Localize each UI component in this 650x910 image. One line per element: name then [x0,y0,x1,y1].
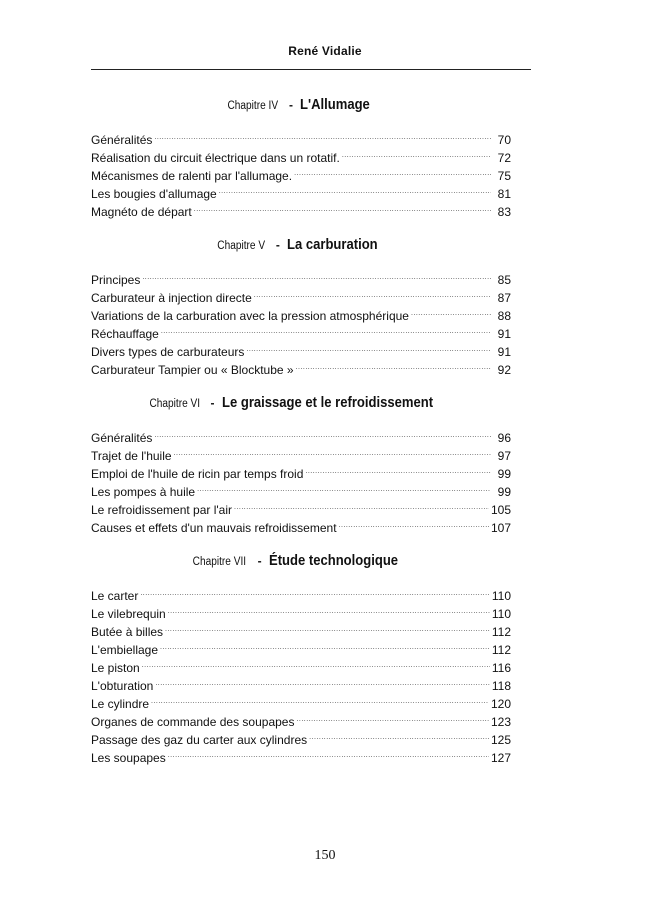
dot-leader [161,320,491,338]
toc-entry [91,582,511,603]
dot-leader [151,690,489,708]
chapter-section-v [91,232,511,377]
dot-leader [296,708,489,726]
toc-entry-page: 83 [497,205,511,219]
toc-entry-title: Variations de la carburation avec la pression atmosphérique [91,309,409,323]
toc-entry-title: Trajet de l'huile [91,449,172,463]
toc-entry [91,126,511,147]
dot-leader [294,162,491,180]
toc-entry-title: Emploi de l'huile de ricin par temps froid [91,467,304,481]
chapter-section-vi [91,390,511,535]
chapter-heading [91,92,511,118]
toc-entry-title: Réchauffage [91,327,159,341]
toc-entry-page: 127 [490,751,511,765]
dot-leader [142,266,491,284]
toc-entry-page: 116 [491,661,511,675]
toc-entry-page: 70 [497,133,511,147]
toc-entry-title: Généralités [91,133,153,147]
toc-entry-title: Les pompes à huile [91,485,196,499]
toc-entry-page: 125 [490,733,511,747]
chapter-section-vii [91,548,511,765]
toc-entry-title: Le refroidissement par l'air [91,503,233,517]
dot-leader [168,600,490,618]
toc-entry-page: 110 [491,589,511,603]
dot-leader [168,744,489,762]
dot-leader [142,654,490,672]
toc-entry-title: Le vilebrequin [91,607,166,621]
toc-entry-page: 91 [497,345,511,359]
chapter-label: Chapitre IV [227,100,279,112]
toc-entry-title: Carburateur Tampier ou « Blocktube » [91,363,294,377]
page-number: 150 [314,848,336,863]
dot-leader [339,514,489,532]
toc-entry-page: 120 [490,697,511,711]
toc-entry [91,690,511,711]
header-divider [91,69,531,70]
toc-entry-title: Les soupapes [91,751,166,765]
chapter-label: Chapitre V [217,240,266,252]
dot-leader [309,726,489,744]
toc-entry-page: 112 [491,625,511,639]
toc-entry [91,424,511,445]
toc-entry-title: Le carter [91,589,139,603]
dot-leader [194,198,491,216]
dot-leader [234,496,489,514]
toc-entry-page: 88 [497,309,511,323]
dot-leader [174,442,491,460]
dot-leader [305,460,491,478]
toc-entry-title: Mécanismes de ralenti par l'allumage. [91,169,293,183]
dot-leader [296,356,491,374]
dot-leader [411,302,491,320]
toc-entry-page: 72 [497,151,511,165]
dot-leader [155,672,490,690]
toc-entry-title: Passage des gaz du carter aux cylindres [91,733,308,747]
toc-entry-title: Carburateur à injection directe [91,291,252,305]
toc-entry [91,654,511,675]
chapter-heading [91,232,511,258]
toc-entry-page: 91 [497,327,511,341]
toc-entry-page: 81 [497,187,511,201]
dot-leader [219,180,491,198]
toc-entry-title: L'embiellage [91,643,159,657]
toc-entry-title: Principes [91,273,141,287]
toc-entry-title: Divers types de carburateurs [91,345,245,359]
chapter-section-iv [91,92,511,219]
toc-entry [91,284,511,305]
dot-leader [342,144,491,162]
toc-entry [91,266,511,287]
toc-entry-title: Organes de commande des soupapes [91,715,295,729]
toc-entry-title: Le cylindre [91,697,150,711]
toc-entry [91,600,511,621]
toc-entry-page: 118 [491,679,511,693]
toc-entry-page: 87 [497,291,511,305]
toc-entry-page: 85 [497,273,511,287]
toc-entry [91,708,511,729]
toc-entry-title: Les bougies d'allumage [91,187,217,201]
toc-entry [91,442,511,463]
dot-leader [246,338,491,356]
dot-leader [140,582,490,600]
dot-leader [154,126,491,144]
dot-leader [160,636,490,654]
chapter-title: La carburation [287,237,378,253]
toc-entry-page: 75 [497,169,511,183]
chapter-title: Étude technologique [269,553,399,569]
toc-entry-title: Réalisation du circuit électrique dans un rotatif. [91,151,340,165]
chapter-label: Chapitre VI [148,398,200,410]
toc-entry-page: 110 [491,607,511,621]
dot-leader [165,618,490,636]
toc-entry-title: Magnéto de départ [91,205,192,219]
toc-entry-page: 105 [490,503,511,517]
toc-entry-page: 99 [497,467,511,481]
toc-entry-title: L'obturation [91,679,154,693]
chapter-heading [91,548,511,574]
toc-entry-page: 112 [491,643,511,657]
running-header-author: René Vidalie [288,44,362,58]
toc-entry-list [91,266,511,377]
toc-entry-page: 107 [490,521,511,535]
dot-leader [197,478,491,496]
toc-entry-page: 92 [497,363,511,377]
toc-entry-title: Causes et effets d'un mauvais refroidissement [91,521,337,535]
toc-entry-title: Le piston [91,661,140,675]
toc-entry-list [91,126,511,219]
toc-entry-page: 99 [497,485,511,499]
toc-entry-title: Butée à billes [91,625,164,639]
toc-entry-list [91,424,511,535]
table-of-contents [91,92,511,765]
chapter-separator: - [210,396,215,410]
chapter-title: L'Allumage [300,97,371,113]
toc-entry-title: Généralités [91,431,153,445]
chapter-heading [91,390,511,416]
chapter-label: Chapitre VII [193,556,247,568]
toc-entry [91,672,511,693]
chapter-title: Le graissage et le refroidissement [221,395,434,411]
chapter-separator: - [257,554,262,568]
toc-entry-list [91,582,511,765]
chapter-separator: - [288,98,293,112]
toc-entry-page: 97 [497,449,511,463]
toc-entry-page: 123 [490,715,511,729]
chapter-separator: - [275,238,280,252]
toc-entry-page: 96 [497,431,511,445]
toc-entry [91,144,511,165]
dot-leader [254,284,491,302]
dot-leader [154,424,491,442]
